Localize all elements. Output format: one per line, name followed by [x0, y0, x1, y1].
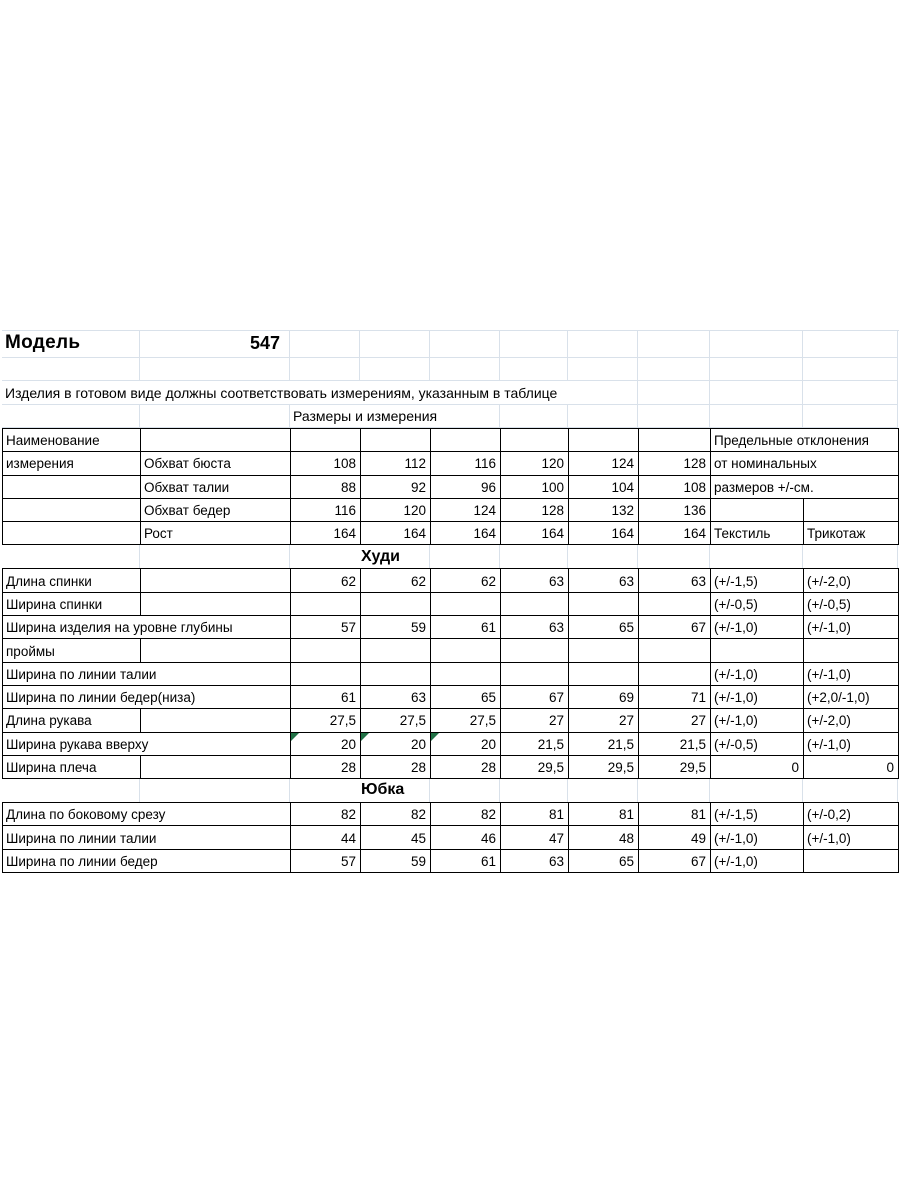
- size-value: 67: [639, 850, 711, 873]
- tolerance-textile: (+/-1,0): [711, 616, 804, 639]
- measure-name: Ширина по линии бедер(низа): [3, 686, 291, 709]
- size-value: 67: [501, 686, 569, 709]
- empty-cell: [500, 405, 568, 428]
- size-value: 29,5: [569, 756, 639, 779]
- size-value: 71: [639, 686, 711, 709]
- empty-cell: [639, 663, 711, 686]
- empty-cell: [2, 779, 140, 802]
- measure-name: Ширина по линии талии: [3, 663, 291, 686]
- size-value: 108: [291, 452, 361, 475]
- size-value: 120: [361, 499, 431, 522]
- size-value: 27: [569, 709, 639, 732]
- size-value: 59: [361, 616, 431, 639]
- table-row: [2, 616, 899, 639]
- tolerance-knit: (+/-1,0): [804, 733, 899, 756]
- empty-cell: [710, 405, 803, 428]
- size-value: 82: [291, 803, 361, 826]
- empty-cell: [804, 850, 899, 873]
- empty-cell: [431, 663, 501, 686]
- size-value: 63: [501, 616, 569, 639]
- size-value: 120: [501, 452, 569, 475]
- size-value: 27: [639, 709, 711, 732]
- size-value: 88: [291, 476, 361, 499]
- col-header-name-line1: Наименование: [3, 429, 141, 452]
- table-row: [2, 709, 899, 732]
- empty-cell: [711, 639, 804, 662]
- size-value-flagged: 20: [291, 733, 361, 756]
- size-value: 81: [569, 803, 639, 826]
- empty-cell: [141, 429, 291, 452]
- table-row: [2, 429, 899, 452]
- size-value: 116: [431, 452, 501, 475]
- tolerance-textile: (+/-0,5): [711, 733, 804, 756]
- size-value: 164: [361, 522, 431, 545]
- empty-cell: [710, 779, 803, 802]
- measure-name: Обхват бюста: [141, 452, 291, 475]
- empty-cell: [568, 779, 638, 802]
- size-value: 82: [431, 803, 501, 826]
- size-value: 28: [431, 756, 501, 779]
- empty-cell: [638, 381, 710, 405]
- empty-cell: [2, 358, 140, 381]
- empty-cell: [291, 593, 361, 616]
- size-value: 116: [291, 499, 361, 522]
- empty-cell: [140, 405, 290, 428]
- fit-note: Изделия в готовом виде должны соответствовать измерениям, указанным в таблице: [2, 381, 638, 405]
- size-value: 100: [501, 476, 569, 499]
- size-value: 67: [639, 616, 711, 639]
- size-value: 29,5: [639, 756, 711, 779]
- tolerance-knit: 0: [804, 756, 899, 779]
- empty-cell: [361, 593, 431, 616]
- size-value: 136: [639, 499, 711, 522]
- empty-cell: [710, 545, 803, 568]
- empty-cell: [500, 545, 568, 568]
- empty-cell: [290, 331, 360, 358]
- tolerance-knit: (+/-2,0): [804, 709, 899, 732]
- measure-name: Длина рукава: [3, 709, 141, 732]
- tolerance-header-line3: размеров +/-см.: [711, 476, 899, 499]
- empty-cell: [141, 639, 291, 662]
- measure-name: Длина по боковому срезу: [3, 803, 291, 826]
- section-title-hoodie: Худи: [290, 545, 430, 568]
- empty-cell: [361, 429, 431, 452]
- size-chart-sheet: [2, 330, 899, 873]
- size-value: 128: [639, 452, 711, 475]
- empty-cell: [638, 545, 710, 568]
- table-caption: Размеры и измерения: [290, 405, 500, 428]
- empty-cell: [360, 358, 430, 381]
- sizes-header-table: [2, 428, 899, 545]
- size-value: 29,5: [501, 756, 569, 779]
- tolerance-knit: (+/-1,0): [804, 826, 899, 849]
- size-value: 21,5: [569, 733, 639, 756]
- empty-cell: [803, 331, 898, 358]
- empty-cell: [568, 331, 638, 358]
- hoodie-table: [2, 568, 899, 779]
- tolerance-textile: (+/-1,5): [711, 803, 804, 826]
- col-header-name-line2: измерения: [3, 452, 141, 475]
- size-value: 62: [291, 569, 361, 592]
- empty-cell: [140, 358, 290, 381]
- size-value: 81: [501, 803, 569, 826]
- measure-name: Ширина по линии бедер: [3, 850, 291, 873]
- size-value: 27: [501, 709, 569, 732]
- empty-cell: [3, 499, 141, 522]
- empty-cell: [500, 779, 568, 802]
- empty-cell: [500, 331, 568, 358]
- empty-cell: [638, 358, 710, 381]
- size-value: 63: [569, 569, 639, 592]
- empty-cell: [501, 593, 569, 616]
- skirt-section-row: [2, 779, 899, 802]
- sheet-top-rows: [2, 330, 899, 428]
- size-value: 59: [361, 850, 431, 873]
- size-value: 27,5: [361, 709, 431, 732]
- empty-cell: [501, 639, 569, 662]
- empty-cell: [141, 709, 291, 732]
- table-row: [2, 686, 899, 709]
- size-value: 65: [569, 850, 639, 873]
- tolerance-textile: (+/-1,0): [711, 686, 804, 709]
- measure-name: Ширина по линии талии: [3, 826, 291, 849]
- size-value: 61: [291, 686, 361, 709]
- knit-column-header: Трикотаж: [804, 522, 899, 545]
- table-row: [2, 499, 899, 522]
- empty-cell: [638, 331, 710, 358]
- table-row: [2, 733, 899, 756]
- size-value: 82: [361, 803, 431, 826]
- size-value: 48: [569, 826, 639, 849]
- measure-name: Ширина рукава вверху: [3, 733, 291, 756]
- size-value: 21,5: [639, 733, 711, 756]
- empty-cell: [803, 381, 898, 405]
- tolerance-knit: (+/-2,0): [804, 569, 899, 592]
- size-value: 164: [639, 522, 711, 545]
- model-label: Модель: [2, 331, 140, 358]
- empty-cell: [3, 476, 141, 499]
- table-row: [2, 452, 899, 475]
- empty-cell: [2, 545, 140, 568]
- tolerance-knit: (+/-0,5): [804, 593, 899, 616]
- size-value: 63: [501, 850, 569, 873]
- measure-name: Длина спинки: [3, 569, 141, 592]
- size-value: 164: [569, 522, 639, 545]
- hoodie-section-row: [2, 545, 899, 568]
- tolerance-textile: (+/-1,0): [711, 709, 804, 732]
- tolerance-knit: (+2,0/-1,0): [804, 686, 899, 709]
- empty-cell: [803, 405, 898, 428]
- size-value: 112: [361, 452, 431, 475]
- measure-name: Ширина спинки: [3, 593, 141, 616]
- table-row: [2, 569, 899, 592]
- empty-cell: [803, 358, 898, 381]
- empty-cell: [639, 639, 711, 662]
- measure-name: Ширина изделия на уровне глубины: [3, 616, 291, 639]
- measure-name: Рост: [141, 522, 291, 545]
- measure-name: проймы: [3, 639, 141, 662]
- tolerance-textile: (+/-1,0): [711, 850, 804, 873]
- measure-name: Ширина плеча: [3, 756, 141, 779]
- empty-cell: [804, 639, 899, 662]
- empty-cell: [569, 593, 639, 616]
- empty-cell: [290, 358, 360, 381]
- empty-cell: [141, 593, 291, 616]
- size-value: 57: [291, 850, 361, 873]
- empty-cell: [431, 639, 501, 662]
- table-row: [2, 850, 899, 873]
- empty-cell: [2, 405, 140, 428]
- size-value: 164: [501, 522, 569, 545]
- empty-cell: [291, 663, 361, 686]
- tolerance-knit: (+/-0,2): [804, 803, 899, 826]
- empty-cell: [430, 358, 500, 381]
- size-value: 28: [361, 756, 431, 779]
- size-value: 132: [569, 499, 639, 522]
- table-row: [2, 593, 899, 616]
- size-value: 47: [501, 826, 569, 849]
- size-value: 27,5: [431, 709, 501, 732]
- empty-cell: [569, 663, 639, 686]
- size-value: 92: [361, 476, 431, 499]
- tolerance-textile: (+/-1,0): [711, 663, 804, 686]
- empty-cell: [804, 499, 899, 522]
- skirt-table: [2, 802, 899, 873]
- empty-cell: [361, 663, 431, 686]
- size-value: 63: [501, 569, 569, 592]
- size-value: 96: [431, 476, 501, 499]
- empty-cell: [140, 779, 290, 802]
- table-row: [2, 639, 899, 662]
- model-number: 547: [140, 331, 290, 358]
- empty-cell: [291, 639, 361, 662]
- textile-column-header: Текстиль: [711, 522, 804, 545]
- size-value-flagged: 20: [361, 733, 431, 756]
- size-value: 104: [569, 476, 639, 499]
- tolerance-knit: (+/-1,0): [804, 663, 899, 686]
- empty-cell: [710, 358, 803, 381]
- size-value: 128: [501, 499, 569, 522]
- tolerance-knit: (+/-1,0): [804, 616, 899, 639]
- table-row: [2, 803, 899, 826]
- size-value: 21,5: [501, 733, 569, 756]
- tolerance-textile: (+/-0,5): [711, 593, 804, 616]
- empty-cell: [711, 499, 804, 522]
- size-value: 81: [639, 803, 711, 826]
- empty-cell: [141, 756, 291, 779]
- empty-cell: [710, 331, 803, 358]
- empty-cell: [569, 429, 639, 452]
- empty-cell: [569, 639, 639, 662]
- table-row: [2, 522, 899, 545]
- size-value: 124: [569, 452, 639, 475]
- size-value: 57: [291, 616, 361, 639]
- size-value: 28: [291, 756, 361, 779]
- size-value: 164: [431, 522, 501, 545]
- size-value: 63: [361, 686, 431, 709]
- empty-cell: [638, 779, 710, 802]
- empty-cell: [3, 522, 141, 545]
- empty-cell: [430, 779, 500, 802]
- empty-cell: [360, 331, 430, 358]
- section-title-skirt: Юбка: [290, 779, 430, 802]
- empty-cell: [361, 639, 431, 662]
- size-value: 44: [291, 826, 361, 849]
- table-row: [2, 756, 899, 779]
- empty-cell: [803, 779, 898, 802]
- empty-cell: [568, 358, 638, 381]
- empty-cell: [501, 663, 569, 686]
- table-row: [2, 663, 899, 686]
- size-value: 27,5: [291, 709, 361, 732]
- size-value: 63: [639, 569, 711, 592]
- size-value: 124: [431, 499, 501, 522]
- size-value: 49: [639, 826, 711, 849]
- empty-cell: [141, 569, 291, 592]
- table-row: [2, 826, 899, 849]
- measure-name: Обхват талии: [141, 476, 291, 499]
- tolerance-textile: (+/-1,0): [711, 826, 804, 849]
- empty-cell: [500, 358, 568, 381]
- empty-cell: [431, 429, 501, 452]
- measure-name: Обхват бедер: [141, 499, 291, 522]
- size-value: 164: [291, 522, 361, 545]
- tolerance-header-line1: Предельные отклонения: [711, 429, 899, 452]
- empty-cell: [710, 381, 803, 405]
- tolerance-header-line2: от номинальных: [711, 452, 899, 475]
- size-value: 69: [569, 686, 639, 709]
- empty-cell: [431, 593, 501, 616]
- size-value: 65: [569, 616, 639, 639]
- tolerance-textile: 0: [711, 756, 804, 779]
- empty-cell: [568, 405, 638, 428]
- empty-cell: [430, 545, 500, 568]
- empty-cell: [501, 429, 569, 452]
- size-value: 61: [431, 616, 501, 639]
- size-value: 65: [431, 686, 501, 709]
- size-value: 61: [431, 850, 501, 873]
- empty-cell: [430, 331, 500, 358]
- size-value: 45: [361, 826, 431, 849]
- tolerance-textile: (+/-1,5): [711, 569, 804, 592]
- size-value: 62: [431, 569, 501, 592]
- empty-cell: [140, 545, 290, 568]
- empty-cell: [568, 545, 638, 568]
- empty-cell: [638, 405, 710, 428]
- empty-cell: [639, 429, 711, 452]
- table-row: [2, 476, 899, 499]
- empty-cell: [291, 429, 361, 452]
- size-value: 62: [361, 569, 431, 592]
- size-value: 108: [639, 476, 711, 499]
- size-value-flagged: 20: [431, 733, 501, 756]
- empty-cell: [639, 593, 711, 616]
- empty-cell: [803, 545, 898, 568]
- size-value: 46: [431, 826, 501, 849]
